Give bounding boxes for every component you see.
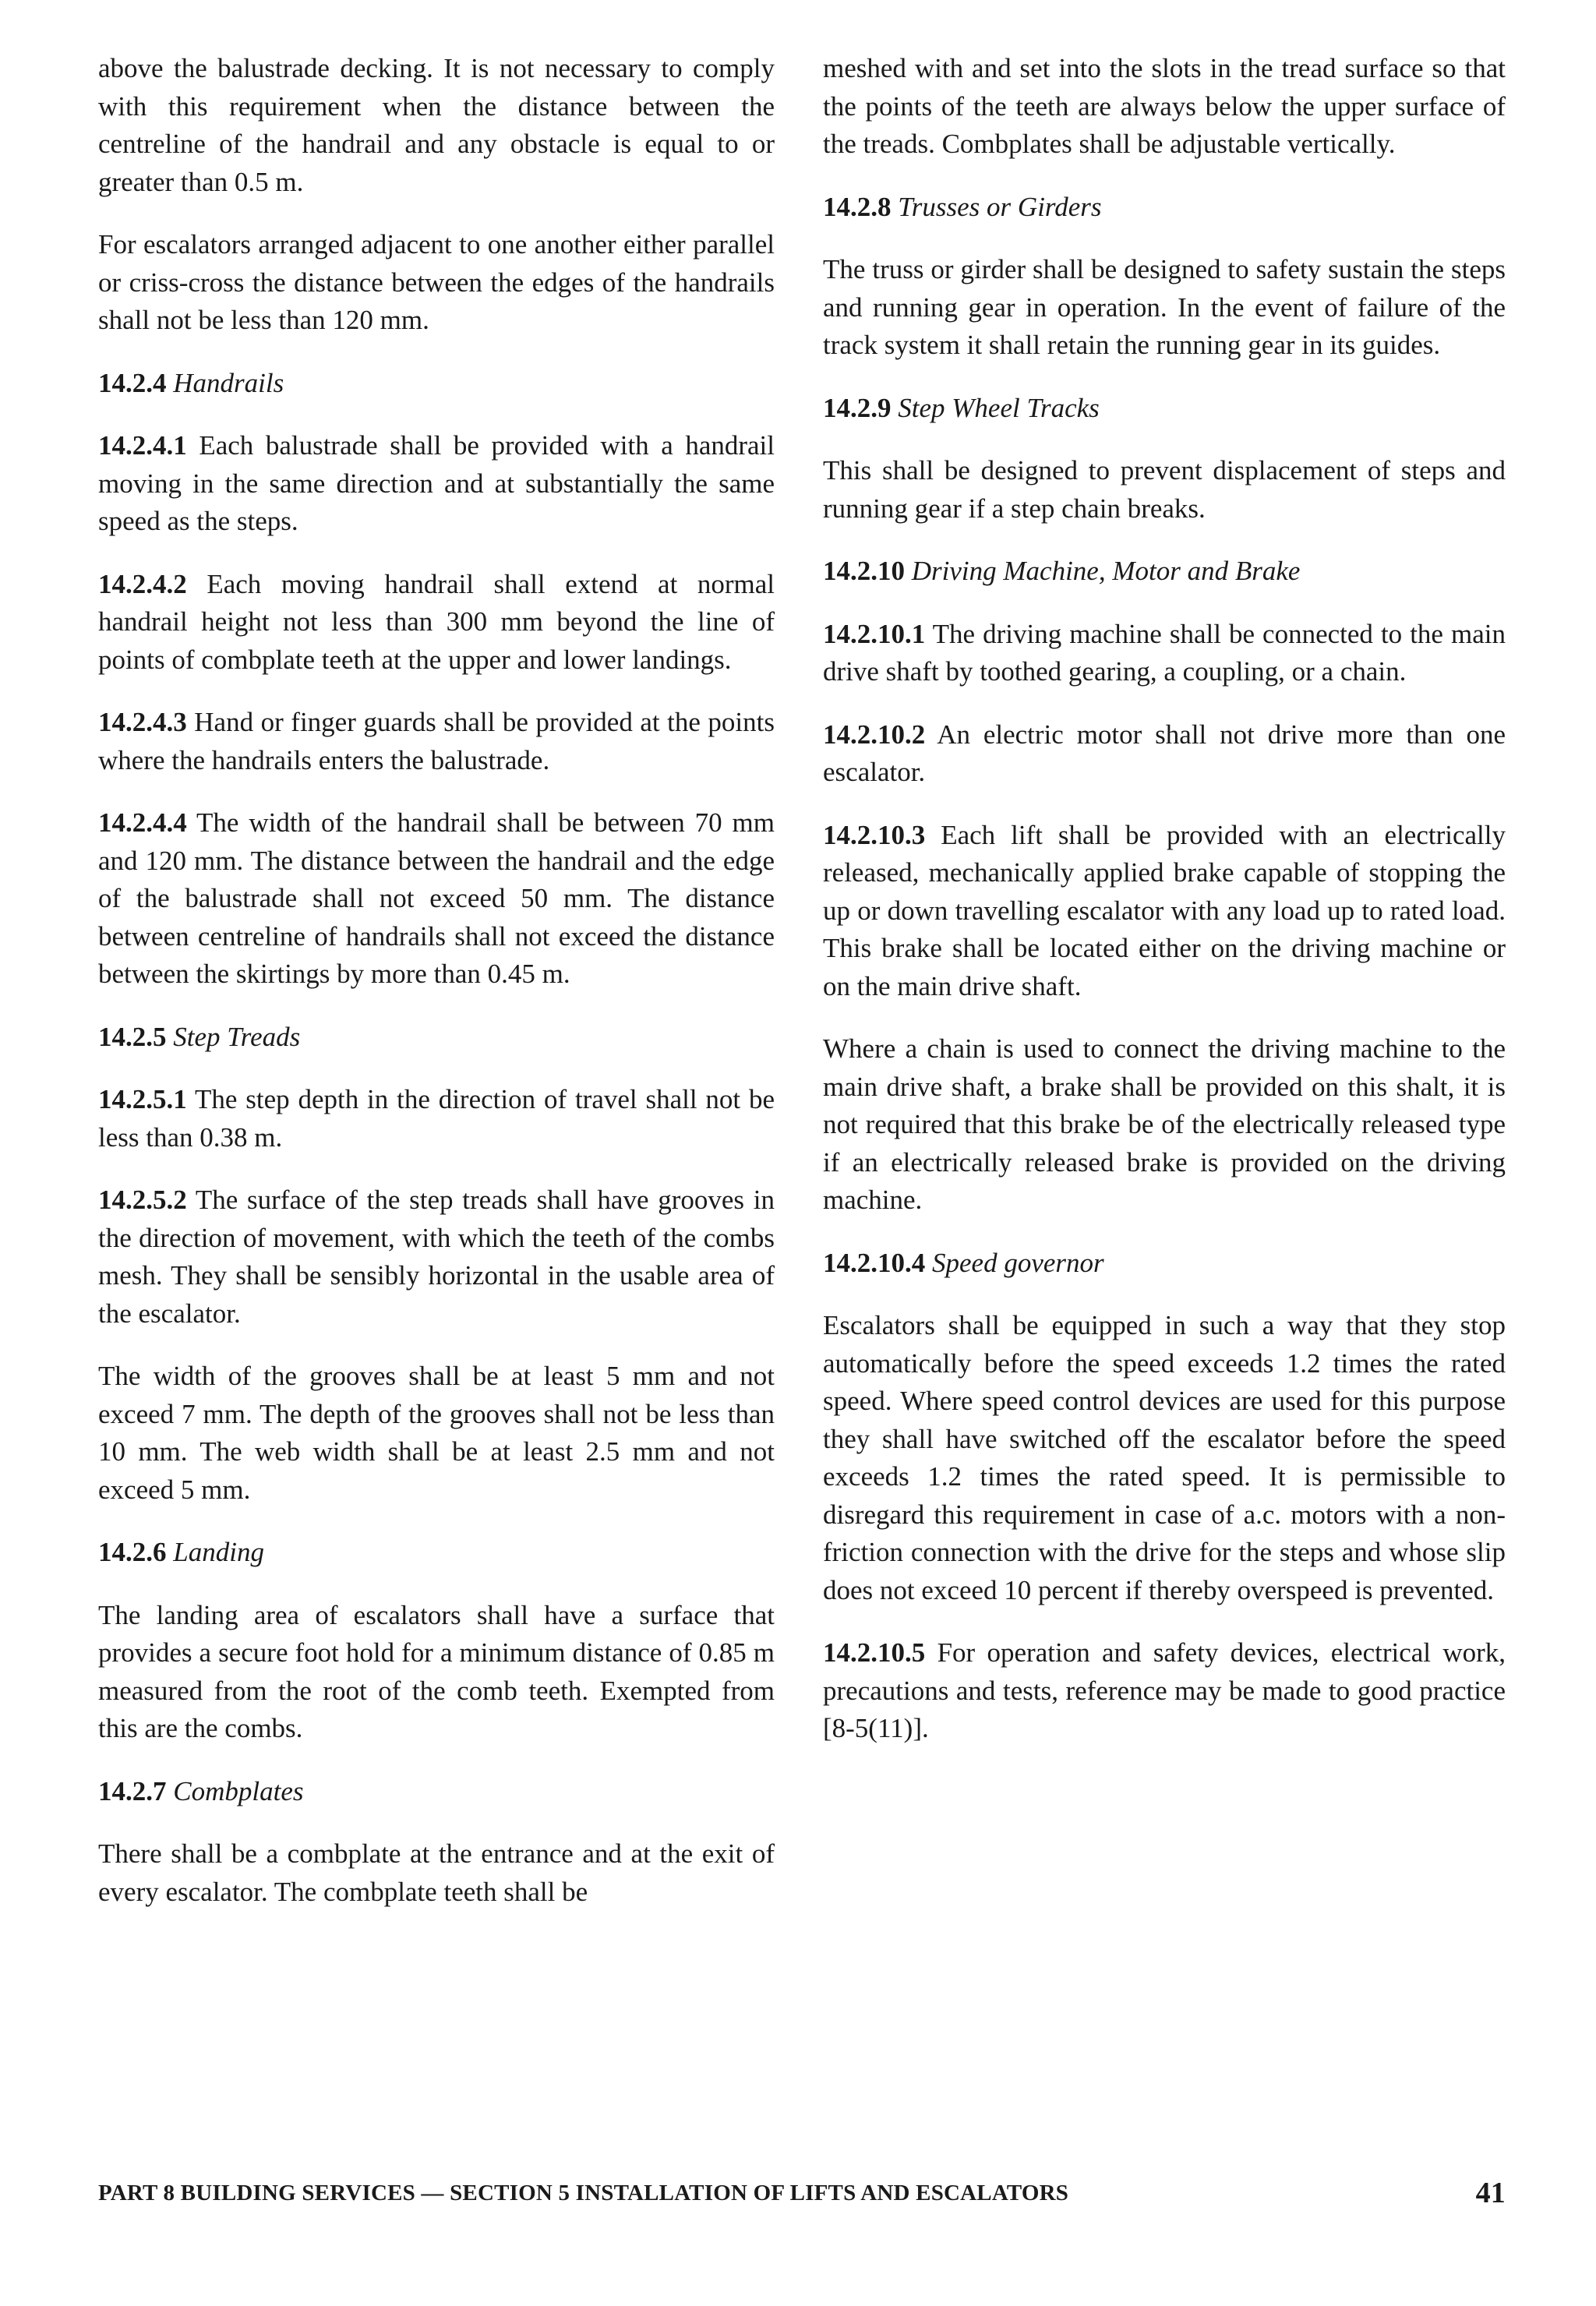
paragraph-text: The width of the handrail shall be between 70 mm and 120 mm. The distance between the handrail and the edge of the balustrade shall not exceed 50 mm. The distance between centreline of handrails shall not exceed the distance between the skirtings by more than 0.45 m. (98, 807, 775, 989)
paragraph (823, 616, 1506, 691)
heading-title: Driving Machine, Motor and Brake (911, 556, 1301, 586)
paragraph (823, 716, 1506, 792)
paragraph-text: Each lift shall be provided with an electrically released, mechanically applied brake capable of stopping the up or down travelling escalator with any load up to rated load. This brake shall be located either on the driving machine or on the main drive shaft. (823, 819, 1506, 1001)
paragraph (98, 704, 775, 779)
paragraph (98, 50, 775, 201)
section-heading (98, 365, 775, 403)
paragraph-text: An electric motor shall not drive more than one escalator. (823, 719, 1506, 787)
paragraph-text: There shall be a combplate at the entrance and at the exit of every escalator. The combplate teeth shall be (98, 1838, 775, 1907)
heading-title: Speed governor (932, 1247, 1104, 1278)
paragraph-text: Each balustrade shall be provided with a handrail moving in the same direction and at substantially the same speed as the steps. (98, 430, 775, 536)
paragraph (98, 1081, 775, 1157)
section-heading (823, 553, 1506, 591)
clause-number: 14.2.5.1 (98, 1084, 187, 1114)
section-heading (823, 1245, 1506, 1283)
paragraph-text: The width of the grooves shall be at least 5 mm and not exceed 7 mm. The depth of the grooves shall not be less than 10 mm. The web width shall be at least 2.5 mm and not exceed 5 mm. (98, 1361, 775, 1505)
section-heading (98, 1534, 775, 1572)
paragraph-text: This shall be designed to prevent displacement of steps and running gear if a step chain breaks. (823, 455, 1506, 524)
clause-number: 14.2.10.1 (823, 618, 926, 649)
paragraph (823, 50, 1506, 164)
paragraph (98, 1835, 775, 1911)
clause-number: 14.2.10.4 (823, 1247, 926, 1278)
paragraph (823, 817, 1506, 1006)
clause-number: 14.2.4 (98, 367, 167, 398)
clause-number: 14.2.6 (98, 1537, 167, 1567)
section-heading (98, 1773, 775, 1811)
paragraph (98, 1597, 775, 1748)
heading-title: Trusses or Girders (898, 191, 1102, 222)
clause-number: 14.2.7 (98, 1775, 167, 1806)
clause-number: 14.2.10.5 (823, 1637, 926, 1668)
page-number: 41 (1475, 2177, 1506, 2209)
paragraph (823, 1307, 1506, 1609)
paragraph-text: The landing area of escalators shall have a surface that provides a secure foot hold for a minimum distance of 0.85 m measured from the root of the comb teeth. Exempted from this are the combs. (98, 1599, 775, 1743)
paragraph (823, 1030, 1506, 1220)
clause-number: 14.2.4.4 (98, 807, 187, 838)
footer-title: PART 8 BUILDING SERVICES — SECTION 5 INSTALLATION OF LIFTS AND ESCALATORS (98, 2181, 1069, 2205)
clause-number: 14.2.8 (823, 191, 892, 222)
paragraph (823, 251, 1506, 365)
paragraph-text: above the balustrade decking. It is not necessary to comply with this requirement when the distance between the centreline of the handrail and any obstacle is equal to or greater than 0.5 m. (98, 53, 775, 197)
paragraph-text: For operation and safety devices, electrical work, precautions and tests, reference may be made to good practice [8-5(11)]. (823, 1637, 1506, 1743)
clause-number: 14.2.5.2 (98, 1185, 187, 1215)
clause-number: 14.2.5 (98, 1021, 167, 1052)
clause-number: 14.2.4.1 (98, 430, 187, 461)
paragraph (98, 1181, 775, 1333)
paragraph-text: For escalators arranged adjacent to one another either parallel or criss-cross the distance between the edges of the handrails shall not be less than 120 mm. (98, 229, 775, 335)
heading-title: Step Wheel Tracks (898, 392, 1100, 423)
paragraph (98, 566, 775, 680)
heading-title: Landing (173, 1537, 264, 1567)
left-column (98, 50, 775, 1936)
paragraph-text: Where a chain is used to connect the driving machine to the main drive shaft, a brake shall be provided on this shalt, it is not required that this brake be of the electrically released type if an electrically released brake is provided on the driving machine. (823, 1033, 1506, 1215)
clause-number: 14.2.9 (823, 392, 892, 423)
paragraph (823, 452, 1506, 528)
right-column (823, 50, 1506, 1773)
heading-title: Handrails (173, 367, 284, 398)
section-heading (823, 390, 1506, 428)
paragraph-text: The surface of the step treads shall have grooves in the direction of movement, with which the teeth of the combs mesh. They shall be sensibly horizontal in the usable area of the escalator. (98, 1185, 775, 1329)
paragraph-text: Hand or finger guards shall be provided at the points where the handrails enters the balustrade. (98, 707, 775, 775)
section-heading (823, 189, 1506, 227)
paragraph-text: Escalators shall be equipped in such a way that they stop automatically before the speed exceeds 1.2 times the rated speed. Where speed control devices are used for this purpose they shall have switched off the escalator before the speed exceeds 1.2 times the rated speed. It is permissible to disregard this requirement in case of a.c. motors with a non-friction connection with the drive for the steps and whose slip does not exceed 10 percent if thereby overspeed is prevented. (823, 1310, 1506, 1605)
paragraph-text: The driving machine shall be connected to the main drive shaft by toothed gearing, a coupling, or a chain. (823, 618, 1506, 687)
clause-number: 14.2.10.3 (823, 819, 926, 850)
paragraph (823, 1634, 1506, 1748)
clause-number: 14.2.4.3 (98, 707, 187, 737)
paragraph (98, 226, 775, 340)
clause-number: 14.2.10.2 (823, 719, 926, 750)
paragraph-text: Each moving handrail shall extend at normal handrail height not less than 300 mm beyond the line of points of combplate teeth at the upper and lower landings. (98, 568, 775, 675)
paragraph-text: The step depth in the direction of travel shall not be less than 0.38 m. (98, 1084, 775, 1153)
paragraph (98, 1358, 775, 1509)
paragraph (98, 427, 775, 541)
paragraph-text: meshed with and set into the slots in the tread surface so that the points of the teeth are always below the upper surface of the treads. Combplates shall be adjustable vertically. (823, 53, 1506, 159)
clause-number: 14.2.4.2 (98, 568, 187, 599)
heading-title: Step Treads (173, 1021, 301, 1052)
paragraph-text: The truss or girder shall be designed to safety sustain the steps and running gear in operation. In the event of failure of the track system it shall retain the running gear in its guides. (823, 254, 1506, 360)
paragraph (98, 804, 775, 994)
section-heading (98, 1019, 775, 1057)
clause-number: 14.2.10 (823, 556, 905, 586)
heading-title: Combplates (173, 1775, 304, 1806)
